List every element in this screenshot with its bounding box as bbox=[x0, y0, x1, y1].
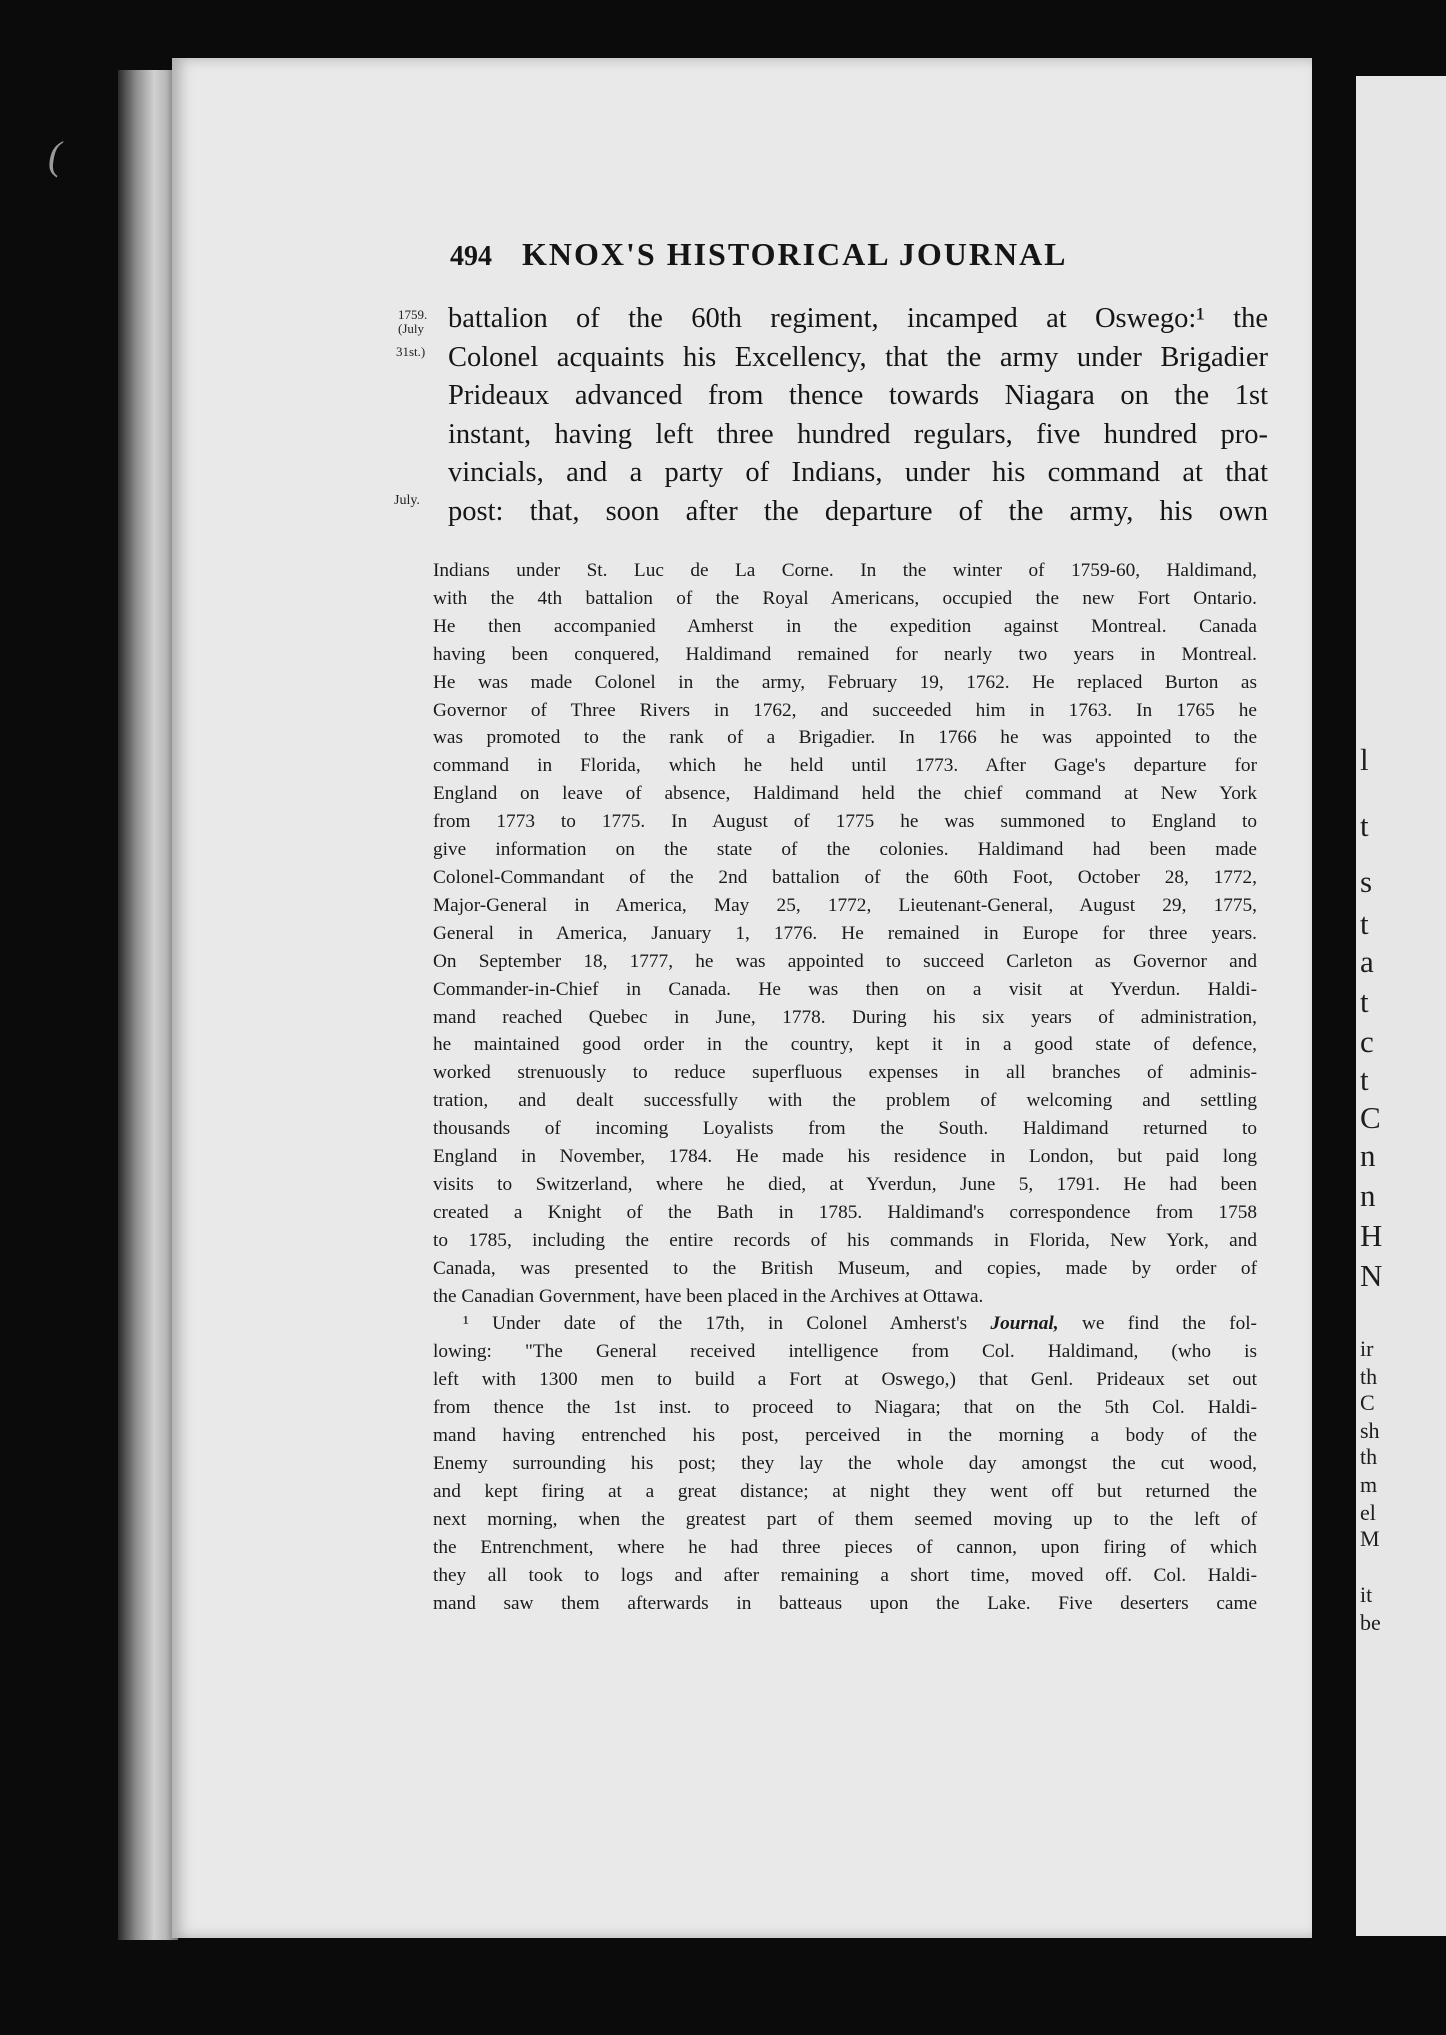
footnote-line: mand reached Quebec in June, 1778. During his six years of administration, bbox=[433, 1006, 1257, 1028]
facing-page-fragment: t bbox=[1360, 906, 1369, 941]
facing-page-fragment: t bbox=[1360, 984, 1369, 1019]
body-line: battalion of the 60th regiment, incamped at Oswego:¹ the bbox=[448, 303, 1268, 334]
facing-page-fragment: H bbox=[1360, 1218, 1383, 1253]
footnote-line: Governor of Three Rivers in 1762, and succeeded him in 1763. In 1765 he bbox=[433, 699, 1257, 721]
footnote-line: Canada, was presented to the British Museum, and copies, made by order of bbox=[433, 1257, 1257, 1279]
facing-page-fragment: n bbox=[1360, 1138, 1376, 1173]
footnote-line: worked strenuously to reduce superfluous expenses in all branches of adminis- bbox=[433, 1062, 1257, 1084]
footnote-line: Colonel-Commandant of the 2nd battalion of the 60th Foot, October 28, 1772, bbox=[433, 866, 1257, 888]
footnote-line: was promoted to the rank of a Brigadier. In 1766 he was appointed to the bbox=[433, 727, 1257, 749]
body-line: Prideaux advanced from thence towards Niagara on the 1st bbox=[448, 380, 1268, 411]
facing-page-fragment: be bbox=[1360, 1610, 1381, 1635]
facing-page-fragment: M bbox=[1360, 1526, 1380, 1551]
scan-mark: ( bbox=[48, 133, 62, 178]
footnote-line: created a Knight of the Bath in 1785. Haldimand's correspondence from 1758 bbox=[433, 1201, 1257, 1223]
footnote-line: lowing: "The General received intelligence from Col. Haldimand, (who is bbox=[433, 1341, 1257, 1363]
footnote-line: from 1773 to 1775. In August of 1775 he was summoned to England to bbox=[433, 811, 1257, 833]
facing-page-fragment: c bbox=[1360, 1024, 1374, 1059]
facing-page-fragment: th bbox=[1360, 1444, 1378, 1469]
margin-date-open: (July bbox=[398, 321, 424, 336]
facing-page-fragment: sh bbox=[1360, 1418, 1380, 1443]
margin-date-close: 31st.) bbox=[396, 344, 426, 359]
facing-page-fragment: it bbox=[1360, 1582, 1373, 1607]
facing-page-fragment: t bbox=[1360, 1062, 1369, 1097]
footnote-line: General in America, January 1, 1776. He remained in Europe for three years. bbox=[433, 922, 1257, 944]
margin-year: 1759. bbox=[398, 307, 428, 322]
footnote-line: from thence the 1st inst. to proceed to Niagara; that on the 5th Col. Haldi- bbox=[433, 1397, 1257, 1419]
footnote-line: the Canadian Government, have been placed in the Archives at Ottawa. bbox=[433, 1285, 984, 1307]
facing-page-fragment: el bbox=[1360, 1500, 1376, 1525]
footnote-line: On September 18, 1777, he was appointed to succeed Carleton as Governor and bbox=[433, 950, 1257, 972]
facing-page bbox=[1356, 76, 1446, 1936]
margin-month: July. bbox=[394, 493, 420, 508]
body-line: vincials, and a party of Indians, under his command at that bbox=[448, 457, 1268, 488]
running-title: KNOX'S HISTORICAL JOURNAL bbox=[522, 236, 1068, 272]
footnote-line: the Entrenchment, where he had three pieces of cannon, upon firing of which bbox=[433, 1536, 1257, 1558]
footnote-line: He was made Colonel in the army, February 19, 1762. He replaced Burton as bbox=[433, 671, 1257, 693]
footnote-line: having been conquered, Haldimand remained for nearly two years in Montreal. bbox=[433, 643, 1257, 665]
footnote-line: he maintained good order in the country, kept it in a good state of defence, bbox=[433, 1034, 1257, 1056]
footnote-line: they all took to logs and after remaining a short time, moved off. Col. Haldi- bbox=[433, 1564, 1257, 1586]
footnote-2-text: Under date of the 17th, in Colonel Amherst's bbox=[492, 1313, 968, 1335]
footnote-line: with the 4th battalion of the Royal Americans, occupied the new Fort Ontario. bbox=[433, 587, 1257, 609]
footnote-line: give information on the state of the colonies. Haldimand had been made bbox=[433, 839, 1257, 861]
footnote-line: and kept firing at a great distance; at night they went off but returned the bbox=[433, 1480, 1257, 1502]
footnote-line: mand having entrenched his post, perceived in the morning a body of the bbox=[433, 1425, 1257, 1447]
running-header bbox=[450, 236, 1190, 273]
footnote-line: left with 1300 men to build a Fort at Oswego,) that Genl. Prideaux set out bbox=[433, 1369, 1257, 1391]
facing-page-fragment: C bbox=[1360, 1100, 1381, 1135]
journal-title: Journal, bbox=[990, 1313, 1059, 1335]
body-line: Colonel acquaints his Excellency, that the army under Brigadier bbox=[448, 341, 1268, 373]
facing-page-fragment: n bbox=[1360, 1178, 1376, 1213]
facing-page-fragment: l bbox=[1360, 742, 1369, 777]
facing-page-fragment: ir bbox=[1360, 1336, 1374, 1361]
footnote-line: thousands of incoming Loyalists from the South. Haldimand returned to bbox=[433, 1118, 1257, 1140]
facing-page-fragment: C bbox=[1360, 1390, 1375, 1415]
footnote-line: to 1785, including the entire records of his commands in Florida, New York, and bbox=[433, 1229, 1257, 1251]
facing-page-fragment: m bbox=[1360, 1472, 1378, 1497]
footnote-line: Enemy surrounding his post; they lay the whole day amongst the cut wood, bbox=[433, 1453, 1257, 1474]
body-text bbox=[448, 300, 1268, 531]
book-gutter bbox=[118, 70, 178, 1940]
footnote-line: He then accompanied Amherst in the expedition against Montreal. Canada bbox=[433, 615, 1257, 637]
footnote-line: Major-General in America, May 25, 1772, Lieutenant-General, August 29, 1775, bbox=[433, 894, 1257, 916]
facing-page-fragment: N bbox=[1360, 1258, 1383, 1293]
footnote-line: tration, and dealt successfully with the problem of welcoming and settling bbox=[433, 1090, 1257, 1112]
footnote-line: mand saw them afterwards in batteaus upon the Lake. Five deserters came bbox=[433, 1592, 1257, 1614]
footnote-marker: ¹ bbox=[463, 1313, 469, 1335]
facing-page-fragment: t bbox=[1360, 808, 1369, 843]
footnotes bbox=[433, 557, 1257, 1617]
footnote-line: Indians under St. Luc de La Corne. In the winter of 1759-60, Haldimand, bbox=[433, 560, 1257, 581]
footnote-line: Commander-in-Chief in Canada. He was then on a visit at Yverdun. Haldi- bbox=[433, 978, 1257, 1000]
footnote-2-first-line bbox=[433, 1310, 1257, 1338]
body-line: post: that, soon after the departure of the army, his own bbox=[448, 495, 1268, 527]
footnote-line: visits to Switzerland, where he died, at Yverdun, June 5, 1791. He had been bbox=[433, 1173, 1257, 1195]
footnote-line: England in November, 1784. He made his residence in London, but paid long bbox=[433, 1146, 1257, 1168]
footnote-line: next morning, when the greatest part of them seemed moving up to the left of bbox=[433, 1508, 1257, 1530]
page-number: 494 bbox=[450, 241, 492, 272]
facing-page-fragment: s bbox=[1360, 864, 1373, 899]
footnote-line: England on leave of absence, Haldimand held the chief command at New York bbox=[433, 783, 1257, 805]
facing-page-fragment: th bbox=[1360, 1364, 1378, 1389]
footnote-2-text: we find the fol- bbox=[1081, 1313, 1257, 1335]
footnote-line: command in Florida, which he held until 1773. After Gage's departure for bbox=[433, 755, 1257, 777]
body-line: instant, having left three hundred regulars, five hundred pro- bbox=[448, 418, 1268, 450]
facing-page-fragment: a bbox=[1360, 944, 1374, 979]
